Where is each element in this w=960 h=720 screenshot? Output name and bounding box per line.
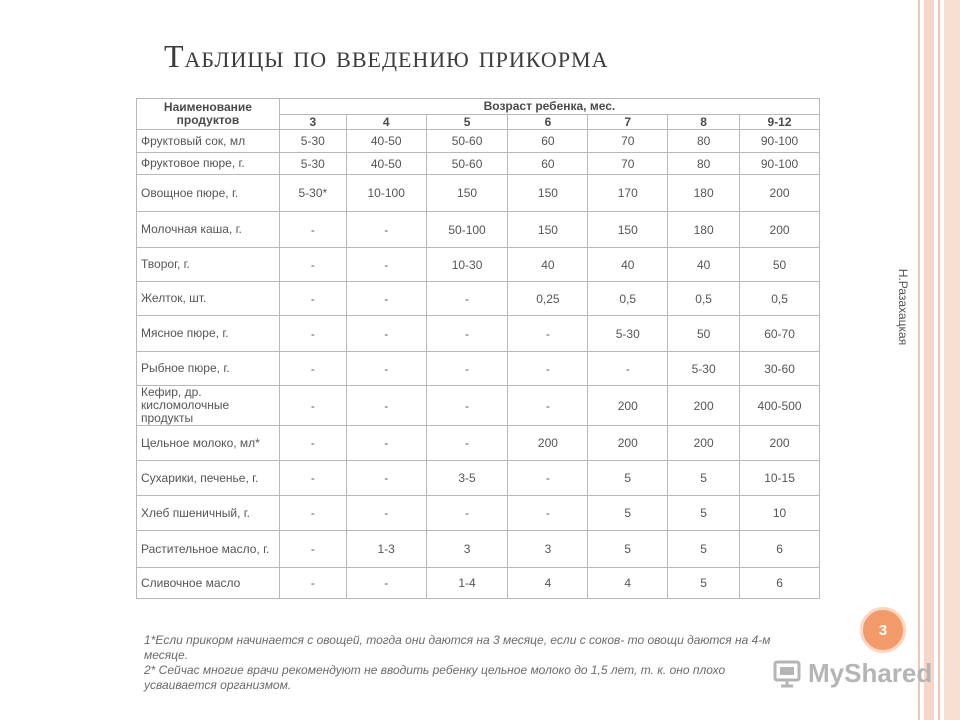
table-cell: 70 — [588, 130, 668, 153]
table-cell: - — [426, 386, 508, 426]
age-column-4: 7 — [588, 115, 668, 130]
table-cell: 50-60 — [426, 153, 508, 175]
table-cell: 6 — [740, 568, 820, 599]
table-cell: 400-500 — [740, 386, 820, 426]
table-cell: 200 — [508, 426, 588, 461]
age-column-header: Возраст ребенка, мес. — [279, 99, 819, 115]
table-cell: 50 — [668, 316, 740, 352]
table-cell: - — [279, 568, 346, 599]
slide-title: Таблицы по введению прикорма — [164, 38, 609, 74]
table-cell: 5 — [668, 461, 740, 496]
table-cell: - — [279, 496, 346, 531]
border-stripe — [924, 0, 934, 720]
table-cell: 180 — [668, 175, 740, 212]
table-cell: 0,5 — [740, 282, 820, 316]
table-cell: 4 — [588, 568, 668, 599]
table-cell: 0,5 — [588, 282, 668, 316]
table-cell: - — [426, 496, 508, 531]
table-cell: 150 — [508, 212, 588, 248]
table-cell: - — [346, 316, 426, 352]
table-row — [137, 175, 820, 212]
age-column-5: 8 — [668, 115, 740, 130]
table-cell: - — [426, 352, 508, 386]
table-cell: - — [346, 426, 426, 461]
table-cell: - — [508, 496, 588, 531]
table-cell: - — [346, 352, 426, 386]
table-cell: - — [279, 352, 346, 386]
table-row — [137, 282, 820, 316]
table-cell: 80 — [668, 130, 740, 153]
table-cell: - — [426, 426, 508, 461]
table-cell: 3 — [426, 531, 508, 568]
product-name: Творог, г. — [137, 248, 280, 282]
table-cell: 200 — [740, 175, 820, 212]
table-cell: 40-50 — [346, 153, 426, 175]
table-cell: - — [346, 212, 426, 248]
table-cell: - — [346, 248, 426, 282]
table-cell: - — [279, 531, 346, 568]
age-column-2: 5 — [426, 115, 508, 130]
table-cell: - — [279, 212, 346, 248]
age-column-1: 4 — [346, 115, 426, 130]
table-cell: 80 — [668, 153, 740, 175]
product-name: Мясное пюре, г. — [137, 316, 280, 352]
table-cell: 170 — [588, 175, 668, 212]
table-row — [137, 461, 820, 496]
border-stripe — [918, 0, 920, 720]
table-cell: - — [279, 248, 346, 282]
table-cell: 70 — [588, 153, 668, 175]
table-cell: 50-60 — [426, 130, 508, 153]
table-cell: 90-100 — [740, 153, 820, 175]
name-column-header: Наименование продуктов — [137, 99, 280, 130]
border-stripe — [944, 0, 960, 720]
table-cell: 180 — [668, 212, 740, 248]
table-cell: 5-30 — [279, 153, 346, 175]
page-number-badge: 3 — [860, 607, 906, 653]
table-cell: - — [346, 568, 426, 599]
table-cell: 40-50 — [346, 130, 426, 153]
table-cell: 200 — [588, 426, 668, 461]
table-cell: 5-30 — [668, 352, 740, 386]
product-name: Овощное пюре, г. — [137, 175, 280, 212]
feeding-table — [136, 98, 820, 599]
table-row — [137, 316, 820, 352]
table-cell: 200 — [588, 386, 668, 426]
product-name: Молочная каша, г. — [137, 212, 280, 248]
table-cell: 5 — [668, 531, 740, 568]
table-cell: 10-100 — [346, 175, 426, 212]
table-cell: 200 — [668, 386, 740, 426]
table-cell: 90-100 — [740, 130, 820, 153]
table-cell: - — [508, 386, 588, 426]
table-cell: 150 — [588, 212, 668, 248]
table-cell: 40 — [668, 248, 740, 282]
table-row — [137, 568, 820, 599]
table-cell: 10-30 — [426, 248, 508, 282]
table-cell: 3 — [508, 531, 588, 568]
table-cell: - — [426, 282, 508, 316]
age-column-0: 3 — [279, 115, 346, 130]
table-row — [137, 212, 820, 248]
table-cell: 60 — [508, 130, 588, 153]
table-cell: 5 — [668, 568, 740, 599]
table-cell: 200 — [740, 426, 820, 461]
table-cell: 40 — [508, 248, 588, 282]
age-column-6: 9-12 — [740, 115, 820, 130]
age-column-3: 6 — [508, 115, 588, 130]
border-stripe — [938, 0, 940, 720]
table-cell: 10 — [740, 496, 820, 531]
author-label — [893, 252, 913, 362]
watermark-logo — [772, 658, 932, 689]
product-name: Цельное молоко, мл* — [137, 426, 280, 461]
table-cell: 5 — [588, 496, 668, 531]
table-row — [137, 352, 820, 386]
table-cell: 5-30 — [588, 316, 668, 352]
table-cell: - — [279, 316, 346, 352]
presentation-screen-icon — [772, 659, 802, 689]
table-cell: 60 — [508, 153, 588, 175]
table-cell: 60-70 — [740, 316, 820, 352]
author-name: Н.Разахацкая — [896, 268, 910, 346]
table-cell: - — [588, 352, 668, 386]
table-cell: 5 — [588, 531, 668, 568]
table-cell: 200 — [668, 426, 740, 461]
product-name: Фруктовый сок, мл — [137, 130, 280, 153]
table-cell: - — [346, 461, 426, 496]
footnote-2: 2* Сейчас многие врачи рекомендуют не вводить ребенку цельное молоко до 1,5 лет, т. к. оно плохо усваивается организмом. — [144, 663, 726, 692]
product-name: Кефир, др. кисломолочные продукты — [137, 386, 280, 426]
table-cell: 6 — [740, 531, 820, 568]
product-name: Сливочное масло — [137, 568, 280, 599]
table-row — [137, 426, 820, 461]
table-cell: 5-30 — [279, 130, 346, 153]
table-cell: 3-5 — [426, 461, 508, 496]
watermark-text: MyShared — [808, 658, 933, 688]
table-row — [137, 248, 820, 282]
table-cell: 40 — [588, 248, 668, 282]
table-cell: - — [279, 282, 346, 316]
table-cell: 1-4 — [426, 568, 508, 599]
table-cell: - — [508, 461, 588, 496]
table-row — [137, 386, 820, 426]
table-cell: - — [426, 316, 508, 352]
table-cell: 5 — [588, 461, 668, 496]
table-cell: 200 — [740, 212, 820, 248]
product-name: Сухарики, печенье, г. — [137, 461, 280, 496]
product-name: Желток, шт. — [137, 282, 280, 316]
product-name: Хлеб пшеничный, г. — [137, 496, 280, 531]
table-cell: - — [279, 426, 346, 461]
table-row — [137, 496, 820, 531]
footnote-1: 1*Если прикорм начинается с овощей, тогда они даются на 3 месяце, если с соков- то овощи даются на 4-м месяце. — [144, 633, 771, 662]
table-cell: - — [346, 386, 426, 426]
table-cell: 4 — [508, 568, 588, 599]
table-cell: 5-30* — [279, 175, 346, 212]
table-cell: 0,5 — [668, 282, 740, 316]
table-row — [137, 153, 820, 175]
table-cell: 10-15 — [740, 461, 820, 496]
table-row — [137, 130, 820, 153]
table-cell: 30-60 — [740, 352, 820, 386]
table-cell: - — [279, 386, 346, 426]
table-cell: - — [279, 461, 346, 496]
table-cell: 150 — [426, 175, 508, 212]
table-cell: 0,25 — [508, 282, 588, 316]
product-name: Растительное масло, г. — [137, 531, 280, 568]
footnotes — [144, 633, 784, 693]
table-cell: 1-3 — [346, 531, 426, 568]
table-cell: 50 — [740, 248, 820, 282]
table-cell: - — [346, 496, 426, 531]
product-name: Рыбное пюре, г. — [137, 352, 280, 386]
table-cell: 5 — [668, 496, 740, 531]
table-cell: - — [346, 282, 426, 316]
product-name: Фруктовое пюре, г. — [137, 153, 280, 175]
table-row — [137, 531, 820, 568]
table-cell: - — [508, 352, 588, 386]
table-cell: 150 — [508, 175, 588, 212]
table-cell: 50-100 — [426, 212, 508, 248]
table-cell: - — [508, 316, 588, 352]
